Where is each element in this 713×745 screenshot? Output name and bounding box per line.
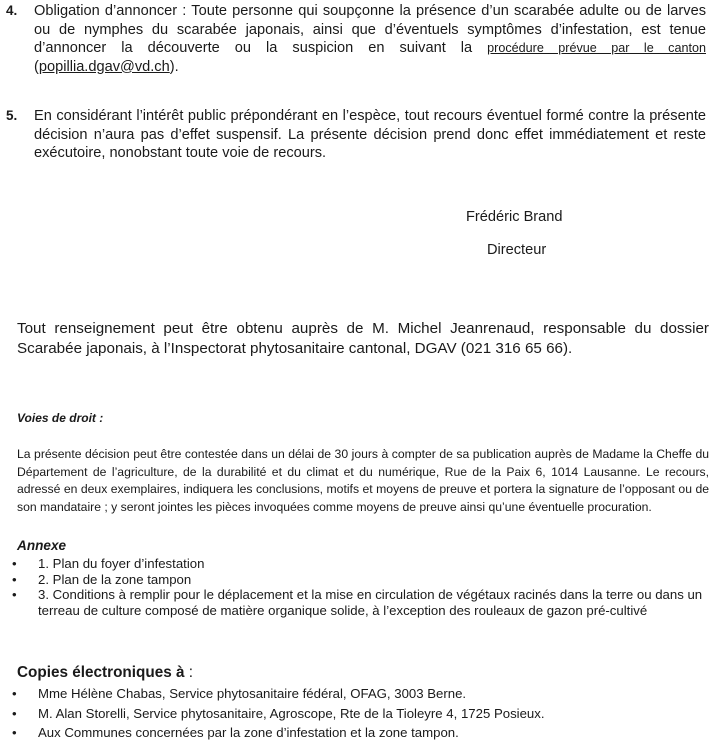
item-number: 4. [6,3,18,18]
copies-list [12,684,708,743]
list-item [12,704,708,724]
bullet-icon: • [12,571,17,587]
copies-title-colon: : [184,664,193,681]
copies-item-text: M. Alan Storelli, Service phytosanitaire, Agroscope, Rte de la Tioleyre 4, 1725 Posieux. [38,705,545,721]
copies-item-text: Aux Communes concernées par la zone d’infestation et la zone tampon. [38,725,459,740]
paren-open: ( [34,58,39,75]
list-item [12,684,708,704]
list-item [12,572,708,588]
bullet-icon: • [12,725,17,740]
bullet-icon: • [12,556,17,571]
item-text-main: Obligation d’annoncer : Toute personne qui soupçonne la présence d’un scarabée adulte ou de larves ou de nymphes du scarabée japonais, ainsi que d’éventuels symptômes d’infestation, est tenue d’annoncer la découverte ou la suspicion en suivant la [34,3,706,57]
contact-info: Tout renseignement peut être obtenu auprès de M. Michel Jeanrenaud, responsable du dossier Scarabée japonais, à l’Inspectorat phytosanitaire cantonal, DGAV (021 316 65 66). [17,320,709,357]
copies-title-text: Copies électroniques à [17,664,185,681]
email-link[interactable]: popillia.dgav@vd.ch [38,58,170,75]
annexe-list [12,556,708,618]
signatory-title: Directeur [487,242,547,258]
item-text [34,2,706,76]
annexe-item-text: 3. Conditions à remplir pour le déplacement et la mise en circulation de végétaux racinés dans la terre ou dans un terreau de culture composé de matière organique solide, à l’exception des rouleaux de gazon pré-cultivé [38,587,703,618]
annexe-title: Annexe [17,538,67,553]
item-number: 5. [6,108,18,123]
voies-de-droit-text: La présente décision peut être contestée dans un délai de 30 jours à compter de sa publication auprès de Madame la Cheffe du Département de l’agriculture, de la durabilité et du climat et du numérique, Rue de la Paix 6, 1014 Lausanne. Le recours, adressé en deux exemplaires, indiquera les conclusions, motifs et moyens de preuve et portera la signature de l’opposant ou de son mandataire ; y seront jointes les pièces invoquées comme moyens de preuve ainsi qu’une éventuelle procuration. [17,447,709,514]
copies-title [17,664,193,682]
bullet-icon: • [12,587,17,603]
annexe-item-text: 2. Plan de la zone tampon [38,571,192,587]
procedure-link[interactable]: procédure prévue par le canton [487,41,706,56]
copies-item-text: Mme Hélène Chabas, Service phytosanitaire fédéral, OFAG, 3003 Berne. [38,686,467,701]
item-text: En considérant l’intérêt public prépondérant en l’espèce, tout recours éventuel formé contre la présente décision n’aura pas d’effet suspensif. La présente décision prend donc effet immédiatement et reste exécutoire, nonobstant toute voie de recours. [34,108,706,162]
list-item [12,556,708,572]
paren-close: ). [169,58,179,75]
annexe-item-text: 1. Plan du foyer d’infestation [38,556,205,571]
list-item [12,587,708,618]
voies-de-droit-title: Voies de droit : [17,411,104,425]
bullet-icon: • [12,686,17,701]
list-item [12,723,708,743]
signatory-name: Frédéric Brand [466,209,563,225]
bullet-icon: • [12,705,17,721]
